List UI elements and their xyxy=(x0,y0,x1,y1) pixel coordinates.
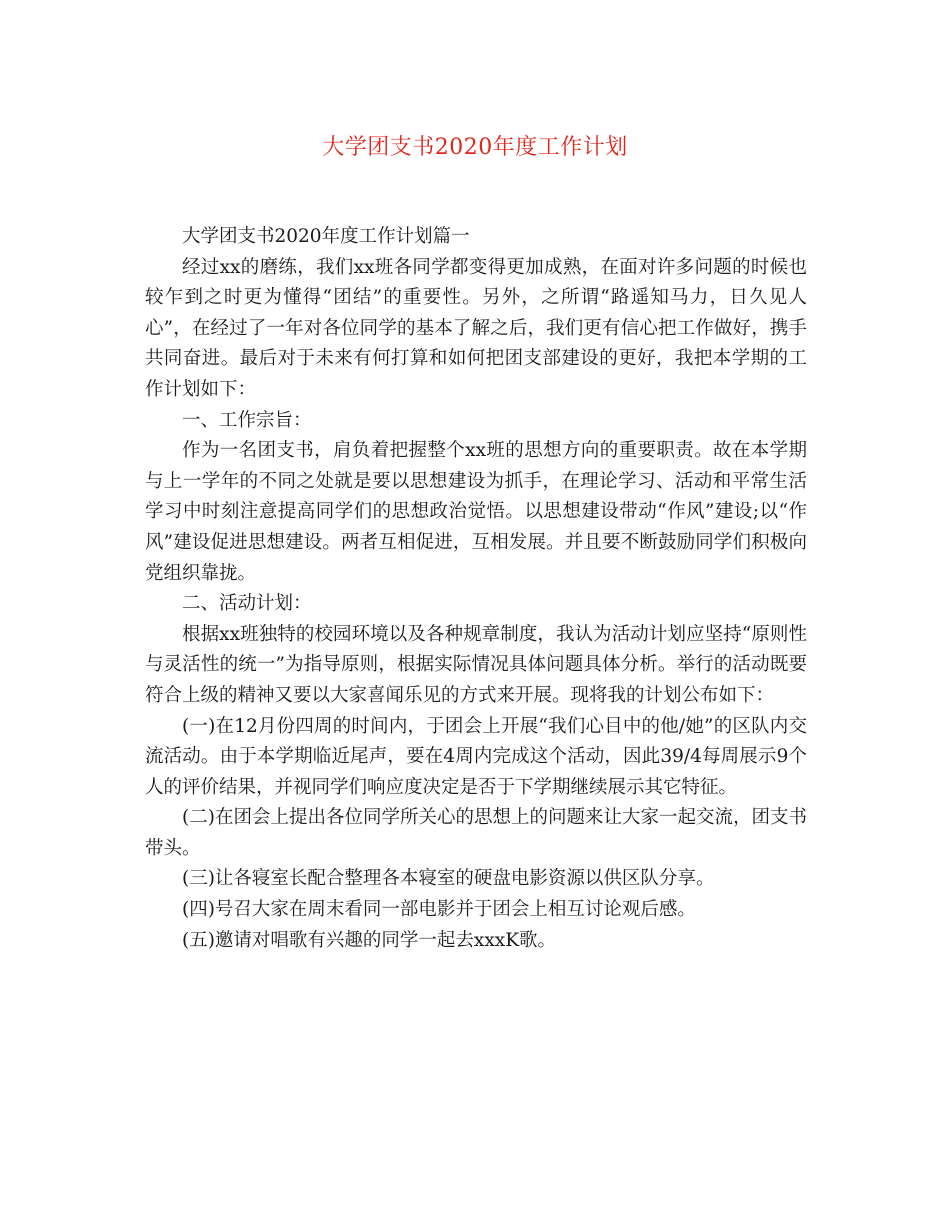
plan-item-2: (二)在团会上提出各位同学所关心的思想上的问题来让大家一起交流，团支书带头。 xyxy=(145,807,807,859)
document-title: 大学团支书2020年度工作计划 xyxy=(322,135,628,160)
plan-item-3: (三)让各寝室长配合整理各本寝室的硬盘电影资源以供区队分享。 xyxy=(182,868,715,890)
purpose-paragraph: 作为一名团支书，肩负着把握整个xx班的思想方向的重要职责。故在本学期与上一学年的不同之处就是要以思想建设为抓手，在理论学习、活动和平常生活学习中时刻注意提高同学们的思想政治觉悟。以思想建设带动“作风”建设;以“作风”建设促进思想建设。两者互相促进，互相发展。并且要不断鼓励同学们积极向党组织靠拢。 xyxy=(145,440,807,584)
section-heading-activity-plan: 二、活动计划： xyxy=(182,593,312,615)
plan-item-5: (五)邀请对唱歌有兴趣的同学一起去xxxK歌。 xyxy=(182,929,557,951)
section-heading-part-one: 大学团支书2020年度工作计划篇一 xyxy=(182,226,470,247)
plan-item-1: (一)在12月份四周的时间内，于团会上开展“我们心目中的他/她”的区队内交流活动。由于本学期临近尾声，要在4周内完成这个活动，因此39/4每周展示9个人的评价结果，并视同学们响应度决定是否于下学期继续展示其它特征。 xyxy=(145,715,807,798)
intro-paragraph: 经过xx的磨练，我们xx班各同学都变得更加成熟，在面对许多问题的时候也较乍到之时更为懂得“团结”的重要性。另外，之所谓“路遥知马力，日久见人心”，在经过了一年对各位同学的基本了解之后，我们更有信心把工作做好，携手共同奋进。最后对于未来有何打算和如何把团支部建设的更好，我把本学期的工作计划如下： xyxy=(145,256,807,400)
plan-item-4: (四)号召大家在周末看同一部电影并于团会上相互讨论观后感。 xyxy=(182,899,696,921)
section-heading-purpose: 一、工作宗旨： xyxy=(182,409,312,431)
document-body xyxy=(145,222,807,956)
activity-plan-paragraph: 根据xx班独特的校园环境以及各种规章制度，我认为活动计划应坚持“原则性与灵活性的统一”为指导原则，根据实际情况具体问题具体分析。举行的活动既要符合上级的精神又要以大家喜闻乐见的方式来开展。现将我的计划公布如下： xyxy=(145,623,807,706)
